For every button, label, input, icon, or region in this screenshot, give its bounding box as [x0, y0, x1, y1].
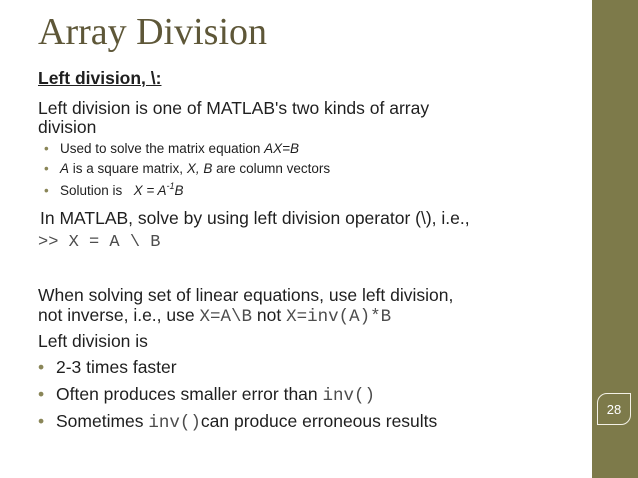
linear-line-1: When solving set of linear equations, use left division, — [38, 285, 454, 305]
matlab-line: In MATLAB, solve by using left division operator (\), i.e., — [40, 208, 470, 228]
code-inverse: X=inv(A)*B — [286, 307, 392, 327]
slide-title: Array Division — [38, 11, 268, 53]
bullet-dot: • — [38, 357, 45, 377]
bullet-faster: • 2-3 times faster — [38, 357, 177, 377]
sub-bullet-square-matrix: • A is a square matrix, X, B are column vectors — [44, 161, 331, 176]
bullet-dot: • — [38, 411, 45, 431]
code-left-division: X=A\B — [199, 307, 252, 327]
bullet-dot: • — [44, 161, 49, 176]
intro-line-2: division — [38, 117, 97, 137]
bullet-dot: • — [44, 141, 49, 156]
linear-line-2: not inverse, i.e., use X=A\B not X=inv(A)*B — [38, 305, 392, 327]
section-heading: Left division, \: — [38, 68, 162, 88]
left-division-is: Left division is — [38, 331, 148, 351]
sub-bullet-equation: • Used to solve the matrix equation AX=B — [44, 141, 300, 156]
bullet-smaller-error: • Often produces smaller error than inv() — [38, 384, 376, 406]
bullet-dot: • — [44, 183, 49, 198]
bullet-dot: • — [38, 384, 45, 404]
code-line: >> X = A \ B — [38, 233, 161, 252]
bullet-erroneous: • Sometimes inv()can produce erroneous results — [38, 411, 438, 433]
sub-bullet-solution: • Solution is $X = A^{-1}B$ — [44, 181, 184, 198]
intro-line-1: Left division is one of MATLAB's two kinds of array — [38, 98, 430, 118]
page-number: 28 — [597, 393, 631, 425]
